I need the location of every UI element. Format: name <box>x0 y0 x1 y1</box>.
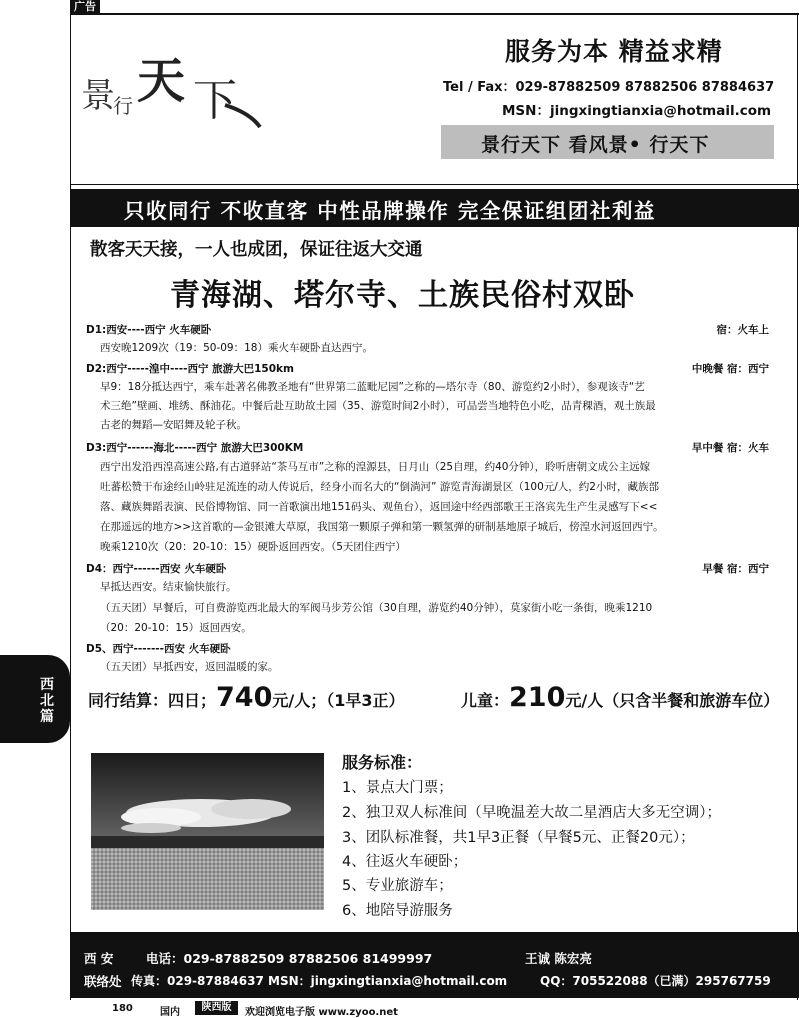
day-1-head: D1:西安----西宁 火车硬卧 <box>86 324 212 336</box>
service-item: 3、团队标准餐，共1早3正餐（早餐5元、正餐20元）； <box>342 830 695 846</box>
logo-char-2: 行 <box>113 94 133 118</box>
contact-person: 王诚 陈宏亮 <box>525 951 592 966</box>
logo-char-4: 下 <box>193 75 237 126</box>
contact-qq: QQ：705522088（已满）295767759 <box>540 974 771 988</box>
service-item: 1、景点大门票； <box>342 780 453 796</box>
day-4-line: 早抵达西安。结束愉快旅行。 <box>100 581 237 593</box>
day-2-line: 古老的舞蹈—安昭舞及轮子秋。 <box>100 419 247 431</box>
page-number: 180 <box>112 1003 133 1014</box>
contact-phone: 电话：029-87882509 87882506 81499997 <box>146 951 433 966</box>
adult-price-value: 740 <box>216 682 273 713</box>
tagline: 景行天下 看风景• 行天下 <box>481 134 710 156</box>
ad-label: 广告 <box>70 0 100 14</box>
logo-char-3: 天 <box>137 53 186 109</box>
day-4-meals: 早餐 宿：西宁 <box>702 563 769 575</box>
contact-office: 联络处 <box>84 974 122 989</box>
banner-text: 只收同行 不收直客 中性品牌操作 完全保证组团社利益 <box>124 199 656 223</box>
child-price-unit: 元/人（只含半餐和旅游车位） <box>565 691 780 710</box>
day-3-meals: 早中餐 宿：火车 <box>691 442 769 454</box>
price-label: 同行结算：四日； <box>88 691 217 710</box>
slogan: 服务为本 精益求精 <box>505 37 723 66</box>
child-price <box>461 682 779 713</box>
banner <box>70 189 799 227</box>
child-price-label: 儿童： <box>461 691 510 710</box>
divider <box>70 184 799 185</box>
landscape-photo <box>91 753 324 910</box>
day-2-head: D2:西宁-----湟中----西宁 旅游大巴150km <box>86 363 294 375</box>
day-5-head: D5、西宁-------西安 火车硬卧 <box>86 643 231 655</box>
day-2-meals: 中晚餐 宿：西宁 <box>691 363 769 375</box>
day-3-line: 吐蕃松赞干布途经山岭驻足流连的动人传说后，经身小而名大的“倒淌河” 游览青海湖景区（100元/人，约2小时，藏族部 <box>100 481 659 493</box>
day-3-line: 在那遥远的地方>>这首歌的—金银滩大草原，我国第一颗原子弹和第一颗氢弹的研制基地原子城后，傍湟水河返回西宁。 <box>100 521 664 533</box>
edition-badge: 陕西版 <box>195 1001 238 1015</box>
day-4-line: （五天团）早餐后，可自费游览西北最大的军阀马步芳公馆（30自理，游览约40分钟），莫家街小吃一条街，晚乘1210 <box>100 602 653 614</box>
logo-char-1: 景 <box>81 76 115 116</box>
day-4-head: D4：西宁------西安 火车硬卧 <box>86 563 227 575</box>
contact-city: 西 安 <box>84 951 114 966</box>
msn: MSN：jingxingtianxia@hotmail.com <box>502 103 772 119</box>
day-4-line: （20：20-10：15）返回西安。 <box>100 622 252 634</box>
footer-region: 国内 <box>160 1007 180 1018</box>
day-5-line: （五天团）早抵西安，返回温暖的家。 <box>100 661 279 673</box>
region-tab-text: 西北篇 <box>40 677 54 725</box>
day-1-meals: 宿：火车上 <box>716 324 769 336</box>
adult-price-unit: 元/人；（1早3正） <box>272 691 405 710</box>
service-item: 2、独卫双人标准间（早晚温差大故二星酒店大多无空调）； <box>342 805 721 821</box>
service-item: 6、地陪导游服务 <box>342 903 453 919</box>
tour-title: 青海湖、塔尔寺、土族民俗村双卧 <box>170 278 635 313</box>
contact-fax: 传真：029-87884637 MSN：jingxingtianxia@hotmail.com <box>131 974 508 988</box>
day-3-head: D3:西宁------海北-----西宁 旅游大巴300KM <box>86 442 304 454</box>
services-title: 服务标准： <box>342 753 423 772</box>
brand-logo <box>75 35 275 145</box>
day-3-line: 落、藏族舞蹈表演、民俗博物馆、同一首歌演出地151码头、观鱼台），返回途中经西部歌王王洛宾先生产生灵感写下<< <box>100 501 658 513</box>
day-3-line: 西宁出发沿西湟高速公路,有古道驿站“茶马互市”之称的湟源县，日月山（25自理，约40分钟），聆听唐朝文成公主远嫁 <box>100 461 651 473</box>
child-price-value: 210 <box>509 682 566 713</box>
tel-fax: Tel / Fax：029-87882509 87882506 87884637 <box>443 80 775 95</box>
day-1-line: 西安晚1209次（19：50-09：18）乘火车硬卧直达西宁。 <box>100 342 373 354</box>
adult-price <box>88 682 405 713</box>
day-2-line: 术三绝”壁画、堆绣、酥油花。中餐后赴互助故土园（35、游览时间2小时），可品尝当地特色小吃，品青稞酒，观土族最 <box>100 400 656 412</box>
tagline-band <box>441 125 774 159</box>
day-2-line: 早9：18分抵达西宁，乘车赴著名佛教圣地有“世界第二蓝毗尼园”之称的—塔尔寺（80、游览约2小时），参观该寺“艺 <box>100 381 645 393</box>
day-3-line: 晚乘1210次（20：20-10：15）硬卧返回西安。（5天团住西宁） <box>100 541 406 553</box>
subtitle: 散客天天接，一人也成团，保证往返大交通 <box>90 240 423 260</box>
region-tab <box>0 655 70 743</box>
service-item: 5、专业旅游车； <box>342 878 453 894</box>
service-item: 4、往返火车硬卧； <box>342 854 468 870</box>
footer-note: 欢迎浏览电子版 www.zyoo.net <box>245 1007 398 1018</box>
